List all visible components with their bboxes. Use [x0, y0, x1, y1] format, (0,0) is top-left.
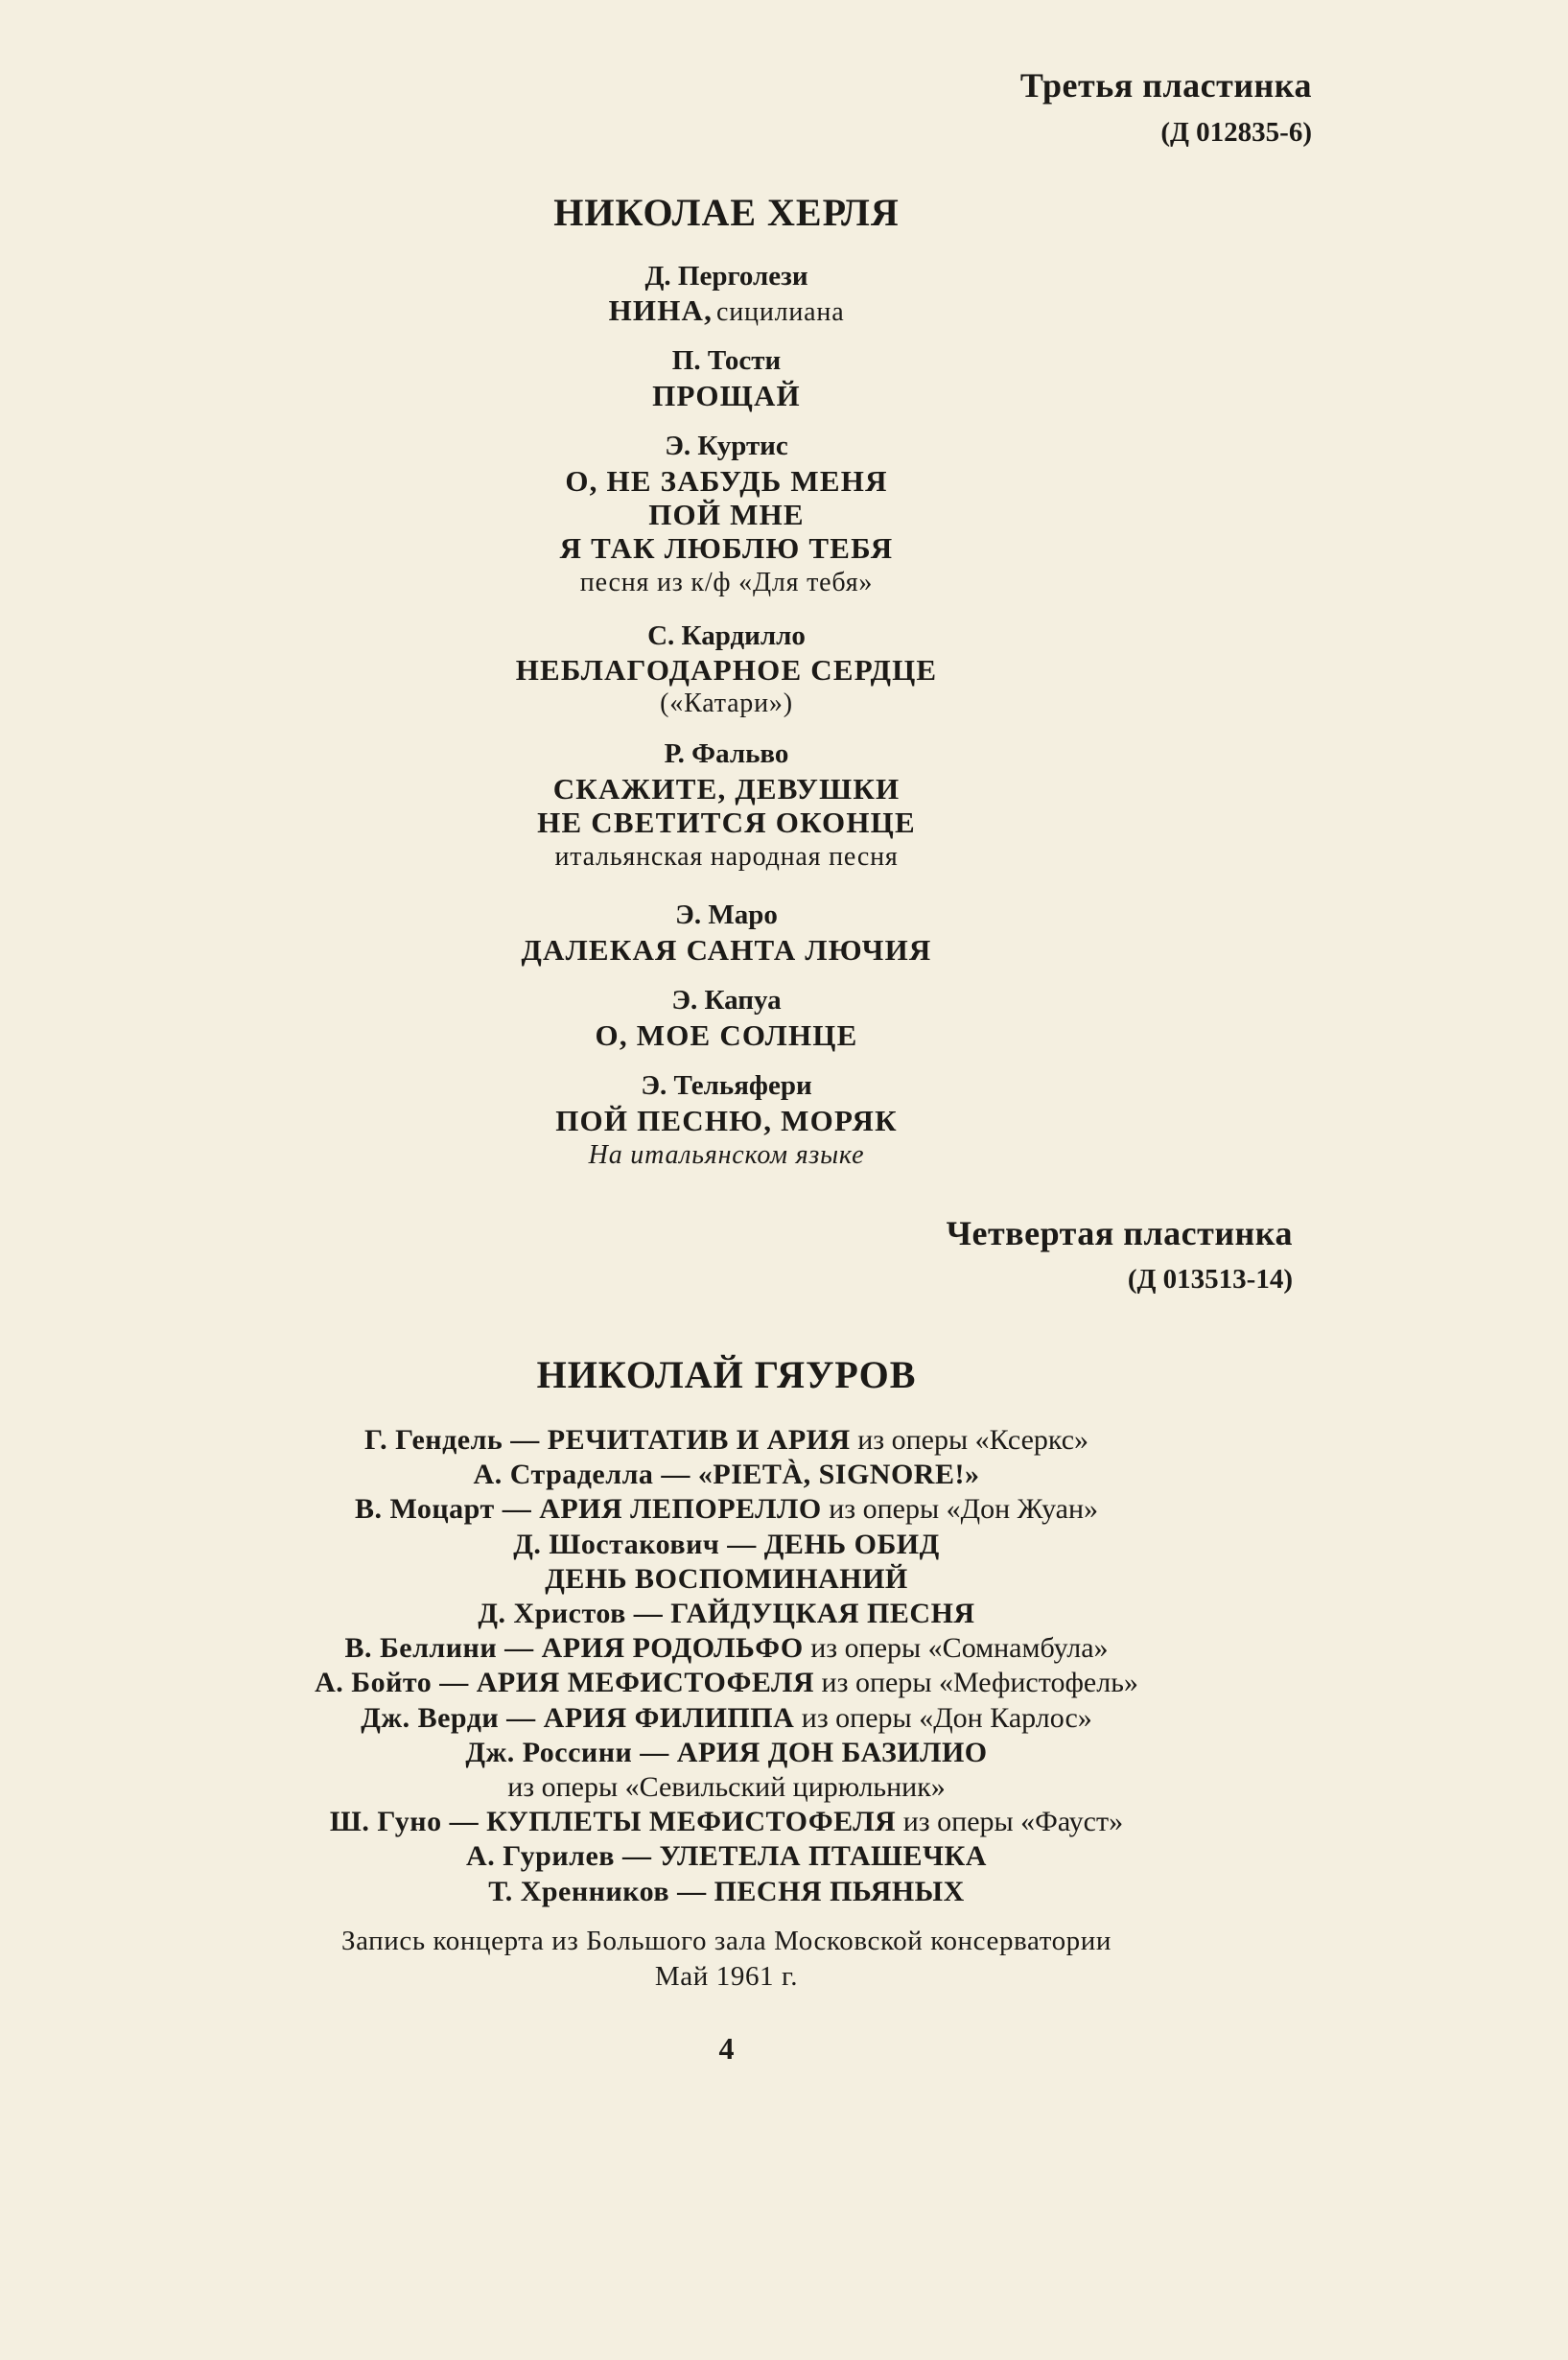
dash-separator: —	[653, 1459, 698, 1491]
composer-name: Д. Христов	[478, 1598, 626, 1629]
composer-name: Т. Хренников	[488, 1875, 670, 1907]
program-line	[0, 1876, 1510, 1908]
program-line	[0, 1529, 1510, 1561]
song-title: НИНА,	[608, 293, 714, 327]
work-title: АРИЯ РОДОЛЬФО	[541, 1632, 804, 1665]
work-title: АРИЯ ДОН БАЗИЛИО	[676, 1736, 988, 1768]
work-source: из оперы «Мефистофель»	[814, 1667, 1138, 1699]
composer-name: Ш. Гуно	[329, 1806, 442, 1838]
fourth-record-catalog: (Д 013513-14)	[1127, 1264, 1293, 1295]
composer-name: В. Моцарт	[354, 1493, 495, 1526]
work-source: из оперы «Ксеркс»	[850, 1424, 1089, 1456]
work-source: из оперы «Севильский цирюльник»	[507, 1771, 946, 1803]
program-line	[0, 1598, 1510, 1630]
dash-separator: —	[625, 1598, 671, 1629]
work-title: ДЕНЬ ОБИД	[763, 1528, 940, 1560]
song-title: О, НЕ ЗАБУДЬ МЕНЯ	[565, 464, 888, 498]
program-line	[0, 1771, 1510, 1804]
composer-name: Дж. Россини	[465, 1736, 633, 1768]
composer-8: Э. Тельяфери	[641, 1070, 812, 1101]
work-source: из оперы «Сомнамбула»	[803, 1632, 1109, 1665]
third-record-catalog: (Д 012835-6)	[1160, 117, 1312, 148]
work-title: РЕЧИТАТИВ И АРИЯ	[547, 1424, 851, 1456]
work-source: из оперы «Дон Карлос»	[794, 1701, 1092, 1734]
composer-name: В. Беллини	[344, 1632, 498, 1665]
song-title: НЕБЛАГОДАРНОЕ СЕРДЦЕ	[515, 653, 938, 687]
program-line	[0, 1424, 1510, 1457]
third-record-performer: НИКОЛАЕ ХЕРЛЯ	[553, 191, 900, 234]
composer-4: С. Кардилло	[647, 620, 806, 651]
song-title: ДАЛЕКАЯ САНТА ЛЮЧИЯ	[521, 933, 932, 967]
song-title: Я ТАК ЛЮБЛЮ ТЕБЯ	[559, 531, 894, 565]
recording-date: Май 1961 г.	[654, 1961, 799, 1992]
program-line	[0, 1563, 1510, 1596]
composer-3: Э. Куртис	[665, 431, 788, 461]
work-source: из оперы «Фауст»	[896, 1806, 1124, 1838]
composer-6: Э. Маро	[675, 900, 778, 930]
song-note: сицилиана	[716, 297, 845, 327]
dash-separator: —	[497, 1632, 542, 1665]
fourth-record-performer: НИКОЛАЙ ГЯУРОВ	[536, 1353, 917, 1396]
work-source: из оперы «Дон Жуан»	[821, 1493, 1099, 1526]
work-title: АРИЯ МЕФИСТОФЕЛЯ	[476, 1667, 815, 1699]
work-title: ПЕСНЯ ПЬЯНЫХ	[714, 1875, 965, 1907]
song-note: песня из к/ф «Для тебя»	[579, 568, 874, 597]
dash-separator: —	[719, 1528, 764, 1560]
composer-7: Э. Капуа	[671, 985, 782, 1016]
composer-name: А. Гурилев	[466, 1840, 615, 1873]
work-title: АРИЯ ЛЕПОРЕЛЛО	[539, 1493, 822, 1526]
program-line	[0, 1459, 1510, 1491]
program-line	[0, 1667, 1510, 1699]
program-line	[0, 1493, 1510, 1526]
work-title: УЛЕТЕЛА ПТАШЕЧКА	[659, 1840, 987, 1873]
work-title: ДЕНЬ ВОСПОМИНАНИЙ	[545, 1562, 908, 1595]
program-line	[0, 1632, 1510, 1665]
dash-separator: —	[503, 1424, 548, 1456]
work-title: «PIETÀ, SIGNORE!»	[697, 1459, 980, 1491]
song-1	[0, 293, 1510, 328]
dash-separator: —	[441, 1806, 487, 1838]
song-title: ПОЙ ПЕСНЮ, МОРЯК	[555, 1104, 898, 1137]
program-line	[0, 1737, 1510, 1769]
fourth-record-heading: Четвертая пластинка	[946, 1214, 1293, 1252]
composer-5: Р. Фальво	[664, 738, 789, 769]
page-number: 4	[718, 2031, 735, 2066]
song-title: СКАЖИТЕ, ДЕВУШКИ	[552, 772, 901, 806]
song-title: О, МОЕ СОЛНЦЕ	[595, 1018, 858, 1052]
composer-name: Г. Гендель	[363, 1424, 503, 1456]
song-title: ПРОЩАЙ	[652, 379, 801, 412]
composer-1: Д. Перголези	[644, 261, 808, 292]
composer-name: Д. Шостакович	[513, 1528, 720, 1560]
work-title: ГАЙДУЦКАЯ ПЕСНЯ	[670, 1598, 975, 1629]
composer-name: А. Бойто	[315, 1667, 433, 1699]
song-title: ПОЙ МНЕ	[648, 498, 805, 531]
composer-2: П. Тости	[671, 345, 782, 376]
program-line	[0, 1840, 1510, 1873]
dash-separator: —	[632, 1736, 677, 1768]
dash-separator: —	[499, 1701, 544, 1734]
work-title: АРИЯ ФИЛИППА	[543, 1701, 795, 1734]
dash-separator: —	[614, 1840, 660, 1873]
work-title: КУПЛЕТЫ МЕФИСТОФЕЛЯ	[486, 1806, 897, 1838]
composer-name: А. Страделла	[473, 1459, 654, 1491]
dash-separator: —	[432, 1667, 477, 1699]
language-note: На итальянском языке	[588, 1140, 865, 1170]
dash-separator: —	[494, 1493, 540, 1526]
program-line	[0, 1702, 1510, 1735]
song-note: («Катари»)	[660, 689, 793, 718]
composer-name: Дж. Верди	[361, 1701, 500, 1734]
song-title: НЕ СВЕТИТСЯ ОКОНЦЕ	[537, 806, 916, 839]
program-line	[0, 1806, 1510, 1838]
recording-info: Запись концерта из Большого зала Московской консерватории	[340, 1926, 1112, 1956]
song-note: итальянская народная песня	[554, 842, 899, 872]
third-record-heading: Третья пластинка	[1019, 66, 1312, 105]
dash-separator: —	[669, 1875, 714, 1907]
